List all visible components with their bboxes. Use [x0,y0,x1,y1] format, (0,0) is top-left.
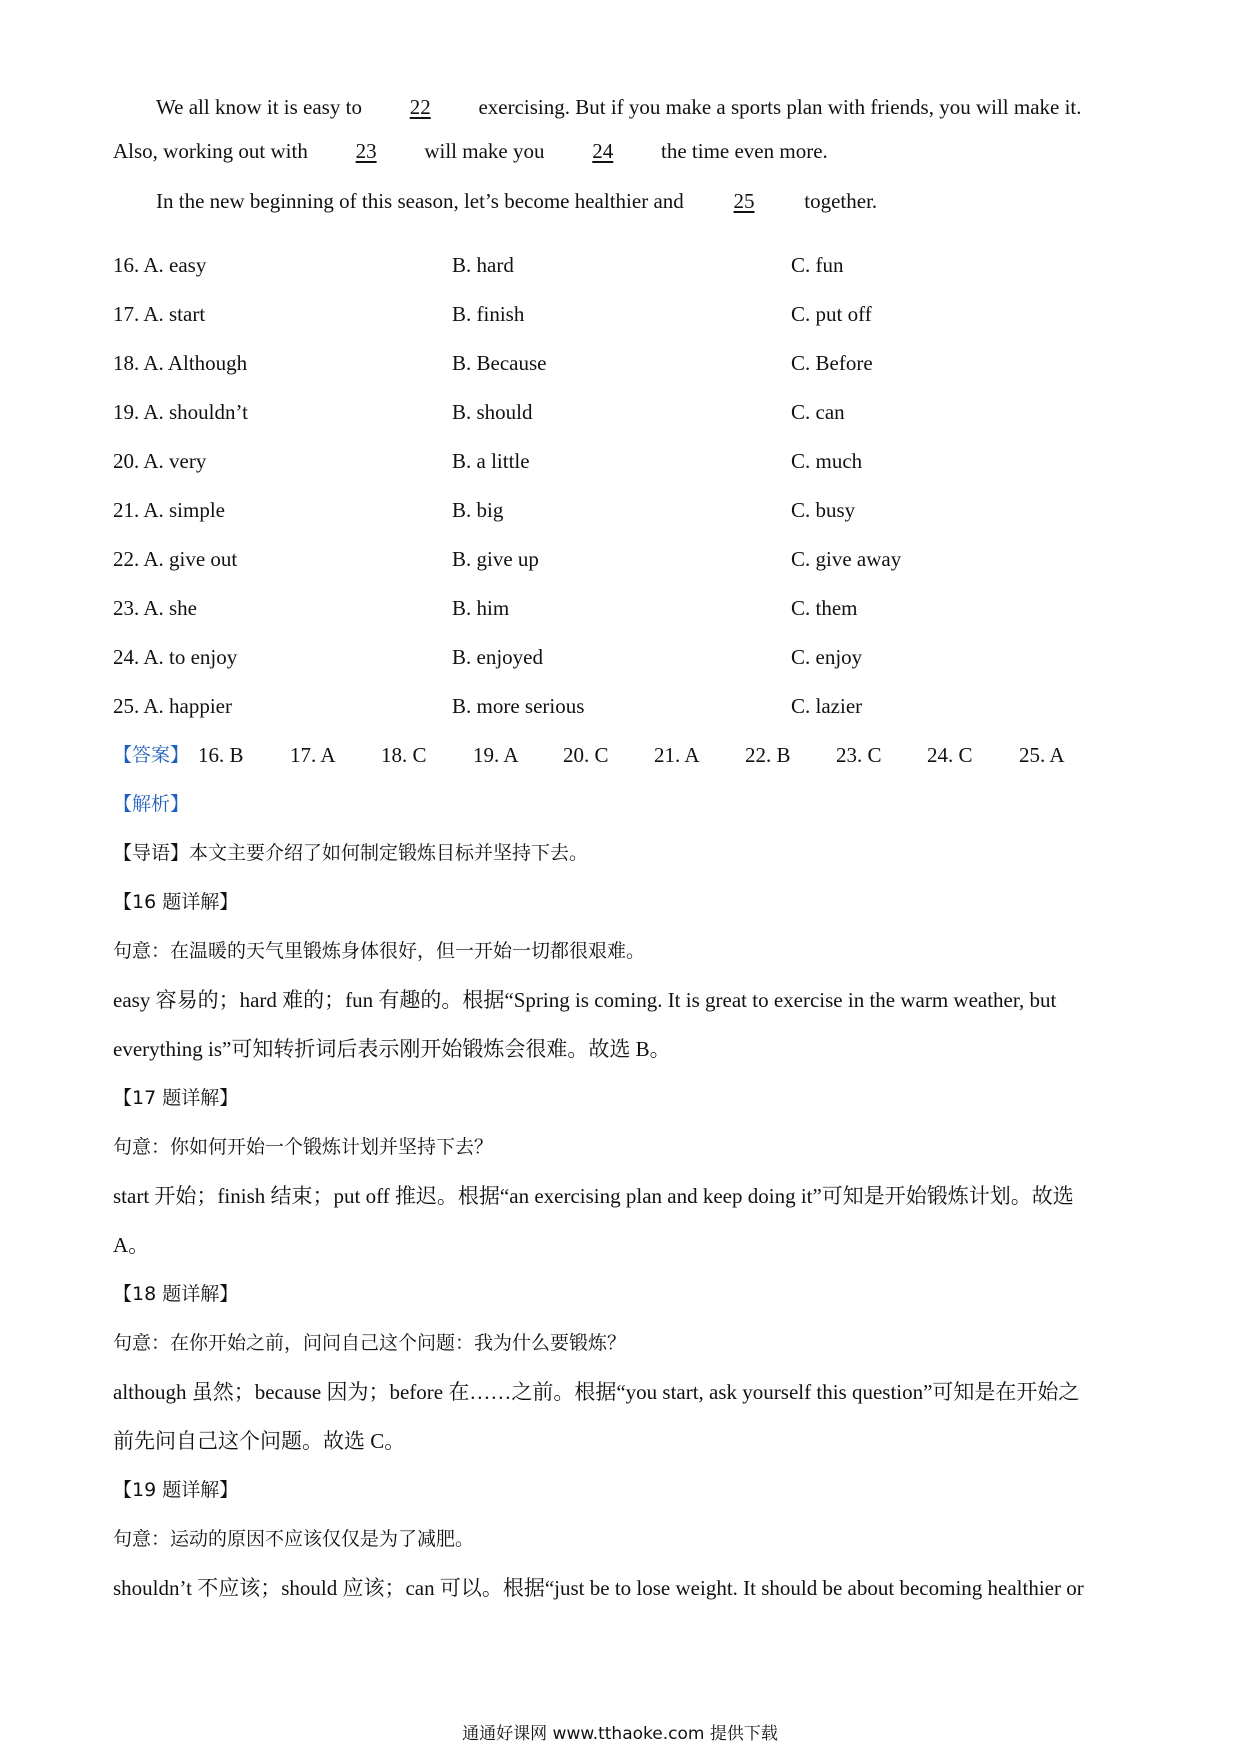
intro-text: 【导语】本文主要介绍了如何制定锻炼目标并坚持下去。 [113,842,589,864]
blank-24: 24 [592,139,614,163]
option-row-17 [113,299,1133,329]
answer-25: 25. A [1019,743,1065,767]
option-b: B. him [452,596,510,620]
option-b: B. more serious [452,694,585,718]
passage-text: We all know it is easy to [156,95,368,119]
q16-explanation-line-1: easy 容易的；hard 难的；fun 有趣的。根据“Spring is coming. It is great to exercise in the warm weather, but [113,988,1057,1012]
option-a: 21. A. simple [113,498,226,522]
option-row-20 [113,446,1133,476]
answer-22: 22. B [745,743,791,767]
q19-explanation-line-1: shouldn’t 不应该；should 应该；can 可以。根据“just be to lose weight. It should be about becoming healthier or [113,1576,1084,1600]
answer-row [113,740,1133,770]
option-a: 18. A. Although [113,351,248,375]
option-a: 17. A. start [113,302,206,326]
option-row-18 [113,348,1133,378]
option-b: B. enjoyed [452,645,543,669]
option-c: C. busy [791,498,856,522]
q18-explanation-line-1: although 虽然；because 因为；before 在……之前。根据“you start, ask yourself this question”可知是在开始之 [113,1380,1080,1404]
option-row-25 [113,691,1133,721]
passage-text: together. [799,189,878,213]
answer-21: 21. A [654,743,700,767]
option-b: B. Because [452,351,547,375]
option-b: B. big [452,498,504,522]
answer-20: 20. C [563,743,609,767]
option-b: B. a little [452,449,530,473]
option-row-22 [113,544,1133,574]
passage-line-2 [113,136,1133,166]
option-c: C. lazier [791,694,863,718]
q19-meaning: 句意：运动的原因不应该仅仅是为了减肥。 [113,1528,475,1550]
answer-23: 23. C [836,743,882,767]
passage-line-1 [156,92,1176,122]
q18-explanation-line-2: 前先问自己这个问题。故选 C。 [113,1429,406,1453]
answer-24: 24. C [927,743,973,767]
q17-explanation-line-1: start 开始；finish 结束；put off 推迟。根据“an exercising plan and keep doing it”可知是开始锻炼计划。故选 [113,1184,1074,1208]
option-b: B. hard [452,253,514,277]
q16-explanation-line-2: everything is”可知转折词后表示刚开始锻炼会很难。故选 B。 [113,1037,671,1061]
option-b: B. should [452,400,533,424]
option-c: C. Before [791,351,873,375]
q19-heading: 【19 题详解】 [113,1479,239,1501]
option-b: B. give up [452,547,539,571]
option-a: 23. A. she [113,596,197,620]
passage-text: will make you [419,139,550,163]
page-footer: 通通好课网 www.tthaoke.com 提供下载 [462,1724,778,1744]
option-a: 19. A. shouldn’t [113,400,248,424]
passage-text: the time even more. [655,139,828,163]
option-a: 20. A. very [113,449,207,473]
analysis-label: 【解析】 [113,793,190,815]
passage-text: exercising. But if you make a sports plan with friends, you will make it. [473,95,1082,119]
option-row-23 [113,593,1133,623]
option-a: 16. A. easy [113,253,207,277]
option-c: C. enjoy [791,645,863,669]
option-row-21 [113,495,1133,525]
q18-meaning: 句意：在你开始之前，问问自己这个问题：我为什么要锻炼？ [113,1332,627,1354]
answer-19: 19. A [473,743,519,767]
blank-25: 25 [733,189,755,213]
blank-22: 22 [409,95,431,119]
answer-18: 18. C [381,743,427,767]
q18-heading: 【18 题详解】 [113,1283,239,1305]
q17-heading: 【17 题详解】 [113,1087,239,1109]
option-c: C. much [791,449,863,473]
option-c: C. can [791,400,845,424]
answer-16: 16. B [198,743,244,767]
option-c: C. give away [791,547,902,571]
option-a: 24. A. to enjoy [113,645,238,669]
option-a: 22. A. give out [113,547,238,571]
option-c: C. them [791,596,858,620]
answer-label: 【答案】 [113,744,190,766]
answer-17: 17. A [290,743,336,767]
q16-meaning: 句意：在温暖的天气里锻炼身体很好，但一开始一切都很艰难。 [113,940,646,962]
option-row-24 [113,642,1133,672]
option-a: 25. A. happier [113,694,232,718]
option-row-16 [113,250,1133,280]
passage-text: In the new beginning of this season, let’s become healthier and [156,189,690,213]
q17-meaning: 句意：你如何开始一个锻炼计划并坚持下去？ [113,1136,494,1158]
q17-explanation-line-2: A。 [113,1233,150,1257]
option-b: B. finish [452,302,525,326]
option-c: C. put off [791,302,872,326]
passage-line-3 [156,186,1176,216]
option-row-19 [113,397,1133,427]
blank-23: 23 [355,139,377,163]
passage-text: Also, working out with [113,139,314,163]
option-c: C. fun [791,253,844,277]
q16-heading: 【16 题详解】 [113,891,239,913]
